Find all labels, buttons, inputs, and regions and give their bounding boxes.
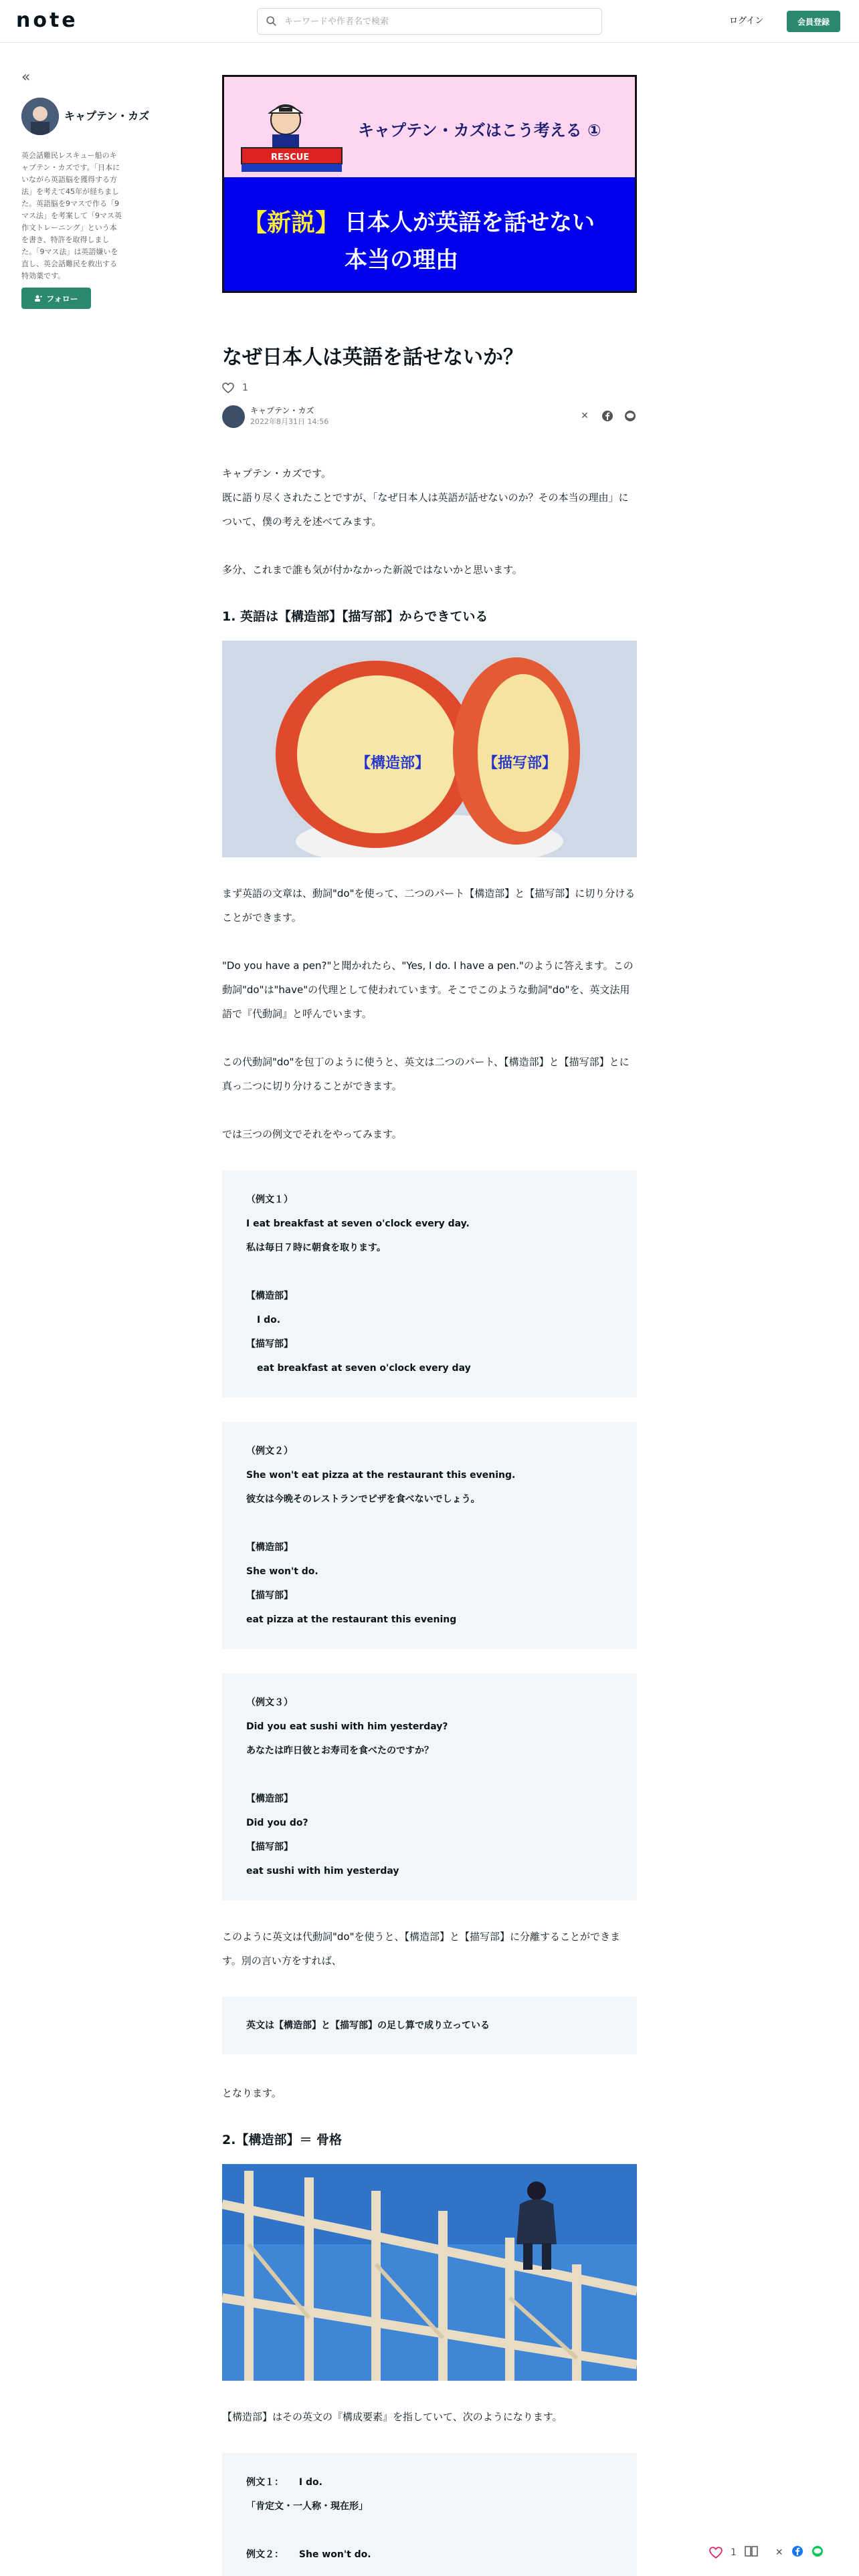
example-list-note: 「肯定文・一人称・現在形」 <box>246 2501 368 2512</box>
description-text: eat pizza at the restaurant this evening <box>246 1614 457 1625</box>
description-label: 【描写部】 <box>246 1842 293 1852</box>
author-bio: 英会話難民レスキュー船のキャプテン・カズです。「日本にいながら英語脳を獲得する方法」を考えて45年が経ちました。英語脳を9マスで作る「9マス法」を考案して「9マス英作文トレーニング」という本を書き、特許を取得しました。「9マス法」は英語嫌いを直し、英会話難民を救出する特効薬です。 <box>21 151 122 280</box>
description-text: eat sushi with him yesterday <box>246 1866 399 1876</box>
example-list-value: I do. <box>298 2477 322 2488</box>
hero-headline-1: 日本人が英語を話せない <box>345 209 595 236</box>
like-count[interactable]: 1 <box>731 2547 737 2558</box>
example-japanese: 彼女は今晩そのレストランでピザを食べないでしょう。 <box>246 1494 480 1505</box>
facebook-icon[interactable] <box>601 409 614 423</box>
summary-box: 英文は【構造部】と【描写部】の足し算で成り立っている <box>222 1997 637 2054</box>
paragraph-line: 既に語り尽くされたことですが、「なぜ日本人は英語が話せないのか？その本当の理由」について、僕の考えを述べてみます。 <box>222 492 629 528</box>
author-meta <box>222 405 637 432</box>
share-buttons <box>578 409 637 423</box>
apple-label-description: 【描写部】 <box>483 755 557 772</box>
example-label: （例文１） <box>246 1194 293 1205</box>
structure-text: I do. <box>257 1315 281 1325</box>
example-list-label: 例文１： <box>246 2477 284 2488</box>
login-link[interactable]: ログイン <box>729 16 764 26</box>
double-chevron-left-icon[interactable]: « <box>21 69 31 86</box>
line-icon[interactable] <box>624 409 637 423</box>
structure-label: 【構造部】 <box>246 1794 293 1804</box>
paragraph: "Do you have a pen?"と聞かれたら、"Yes, I do. I have a pen."のように答えます。この動詞"do"は"have"の代理として使われています。そこでこのような動詞"do"を、英文法用語で『代動詞』と呼んでいます。 <box>222 960 634 1020</box>
floating-action-bar <box>709 2545 824 2560</box>
example-english: She won't eat pizza at the restaurant this evening. <box>246 1470 516 1481</box>
paragraph: 【構造部】はその英文の『構成要素』を指していて、次のようになります。 <box>222 2411 563 2423</box>
publish-date: 2022年8月31日 14:56 <box>250 417 329 426</box>
example-japanese: あなたは昨日彼とお寿司を食べたのですか？ <box>246 1745 434 1756</box>
paragraph: まず英語の文章は、動詞"do"を使って、二つのパート【構造部】と【描写部】に切り分けることができます。 <box>222 887 636 924</box>
paragraph: では三つの例文でそれをやってみます。 <box>222 1128 402 1140</box>
structure-label: 【構造部】 <box>246 1291 293 1301</box>
description-label: 【描写部】 <box>246 1590 293 1601</box>
like-row <box>222 383 637 393</box>
magazine-icon[interactable] <box>745 2545 758 2560</box>
author-name[interactable]: キャプテン・カズ <box>64 110 150 122</box>
facebook-icon[interactable] <box>791 2545 803 2560</box>
line-icon[interactable] <box>812 2545 824 2560</box>
example-box-1 <box>222 1170 637 1398</box>
example-box-3 <box>222 1673 637 1901</box>
meta-author-name[interactable]: キャプテン・カズ <box>250 406 314 415</box>
hero-headline-2: 本当の理由 <box>345 247 458 274</box>
article-body <box>222 461 637 2576</box>
paragraph-line: キャプテン・カズです。 <box>222 467 332 479</box>
example-japanese: 私は毎日７時に朝食を取ります。 <box>246 1243 386 1253</box>
like-count[interactable]: 1 <box>242 383 248 393</box>
follow-label: フォロー <box>46 294 78 304</box>
example-list-box <box>222 2453 637 2576</box>
avatar[interactable] <box>222 405 245 428</box>
example-label: （例文３） <box>246 1697 293 1708</box>
example-list-value: She won't do. <box>298 2549 371 2560</box>
paragraph: 多分、これまで誰も気が付かなかった新説ではないかと思います。 <box>222 564 522 576</box>
example-list-line-1 <box>246 2470 613 2494</box>
article <box>222 75 637 2576</box>
add-user-icon <box>34 294 42 302</box>
example-english: Did you eat sushi with him yesterday? <box>246 1721 448 1732</box>
apple-label-structure: 【構造部】 <box>356 755 430 772</box>
example-english: I eat breakfast at seven o'clock every day. <box>246 1218 470 1229</box>
ship-label: RESCUE <box>271 152 310 163</box>
paragraph: このように英文は代動詞"do"を使うと、【構造部】と【描写部】に分離することができます。別の言い方をすれば、 <box>222 1931 621 1967</box>
x-icon[interactable]: ✕ <box>775 2547 783 2558</box>
example-list-label: 例文２： <box>246 2549 284 2560</box>
apple-photo <box>222 641 637 857</box>
note-logo[interactable]: note <box>16 9 78 32</box>
hero-image <box>222 75 637 293</box>
search-input[interactable] <box>284 17 592 27</box>
example-label: （例文２） <box>246 1446 293 1457</box>
description-label: 【描写部】 <box>246 1339 293 1350</box>
follow-button[interactable] <box>21 288 91 309</box>
paragraph <box>222 461 637 534</box>
top-bar <box>0 0 859 43</box>
signup-button[interactable]: 会員登録 <box>787 11 840 32</box>
section-heading: 2.【構造部】＝ 骨格 <box>222 2133 343 2147</box>
paragraph: となります。 <box>222 2087 282 2099</box>
structure-label: 【構造部】 <box>246 1542 293 1553</box>
hero-title: キャプテン・カズはこう考える ① <box>358 121 601 140</box>
description-text: eat breakfast at seven o'clock every day <box>257 1363 471 1374</box>
x-icon[interactable]: ✕ <box>581 411 589 421</box>
section-heading: 1. 英語は【構造部】【描写部】からできている <box>222 609 488 624</box>
search-box[interactable] <box>257 8 602 35</box>
hero-lead: 【新説】 <box>243 209 340 237</box>
paragraph: この代動詞"do"を包丁のように使うと、英文は二つのパート、【構造部】と【描写部】とに真っ二つに切り分けることができます。 <box>222 1056 630 1092</box>
heart-icon[interactable] <box>222 383 234 393</box>
heart-icon[interactable] <box>709 2547 723 2559</box>
avatar[interactable] <box>21 98 59 135</box>
example-list-line-2 <box>246 2543 613 2567</box>
construction-photo <box>222 2164 637 2381</box>
search-icon <box>266 15 278 27</box>
rescue-ship-illustration <box>239 97 346 176</box>
structure-text: She won't do. <box>246 1566 318 1577</box>
article-title: なぜ日本人は英語を話せないか？ <box>222 346 523 369</box>
structure-text: Did you do? <box>246 1818 308 1828</box>
example-box-2 <box>222 1422 637 1649</box>
